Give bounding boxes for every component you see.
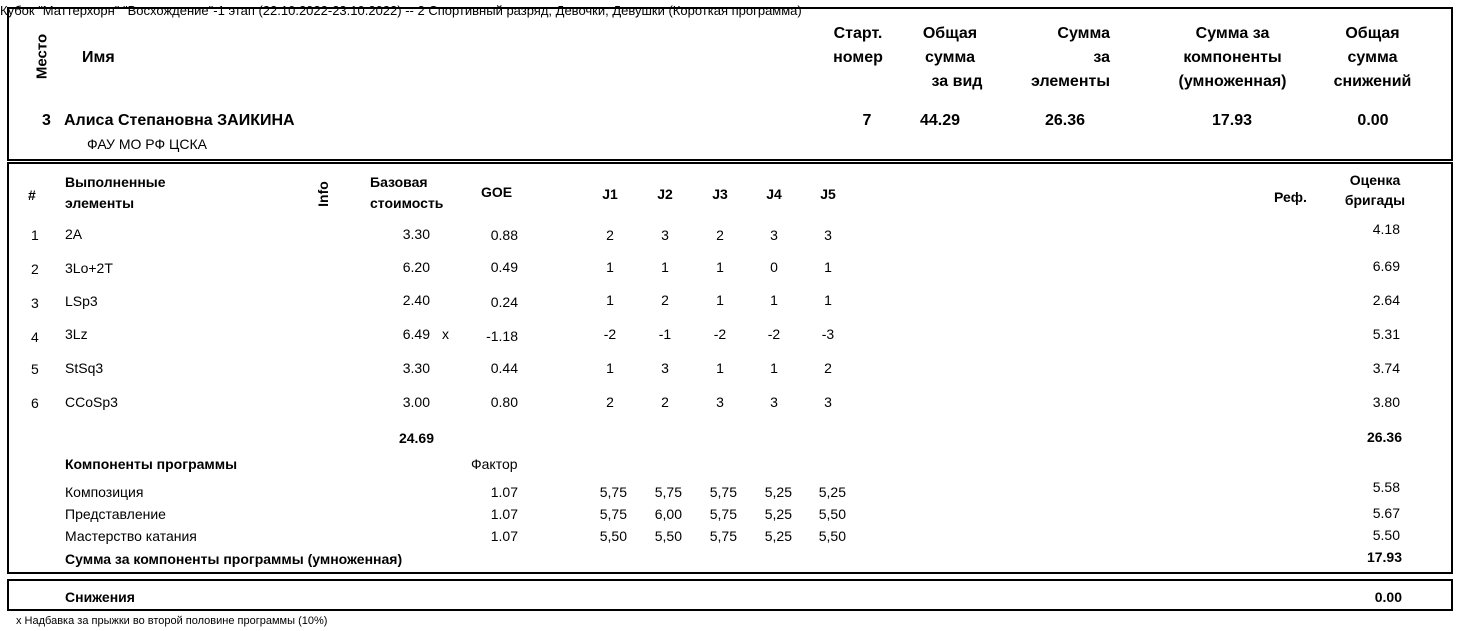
- j3-header: J3: [712, 186, 728, 202]
- name-header: Имя: [82, 49, 115, 66]
- element-j5: 3: [824, 227, 832, 243]
- element-j3: 1: [716, 360, 724, 376]
- element-num: 4: [31, 329, 39, 345]
- element-num: 3: [31, 295, 39, 311]
- element-base: 6.20: [402, 259, 430, 275]
- element-score: 4.18: [1372, 221, 1400, 237]
- component-j1: 5,75: [599, 506, 627, 522]
- num-header: #: [28, 187, 36, 203]
- skater-deductions: 0.00: [1357, 112, 1389, 129]
- j2-header: J2: [657, 186, 673, 202]
- base-header-line1: Базовая: [370, 174, 428, 190]
- element-base: 3.00: [402, 394, 430, 410]
- footnote: x Надбавка за прыжки во второй половине программы (10%): [16, 615, 328, 627]
- component-j1: 5,50: [599, 528, 627, 544]
- component-factor: 1.07: [490, 506, 518, 522]
- component-j5: 5,50: [818, 506, 846, 522]
- component-name: Мастерство катания: [65, 528, 197, 544]
- element-j5: -3: [821, 326, 835, 342]
- element-j2: -1: [658, 326, 672, 342]
- element-j4: 0: [770, 259, 778, 275]
- deductions-box: [7, 579, 1453, 611]
- element-base: 6.49: [402, 326, 430, 342]
- total-score-header: [905, 22, 995, 94]
- goe-header: GOE: [481, 184, 513, 200]
- component-j2: 5,50: [654, 528, 682, 544]
- element-j4: 1: [770, 292, 778, 308]
- skater-start-number: 7: [862, 112, 872, 129]
- component-j3: 5,75: [709, 506, 737, 522]
- components-total: 17.93: [1366, 549, 1402, 565]
- skater-name: Алиса Степановна ЗАИКИНА: [64, 112, 295, 129]
- elements-score-total: 26.36: [1366, 429, 1402, 445]
- component-score: 5.50: [1372, 527, 1400, 543]
- element-j3: 1: [716, 292, 724, 308]
- comp-header-line3: (умноженная): [1178, 73, 1287, 90]
- element-j2: 3: [661, 360, 669, 376]
- component-j2: 6,00: [654, 506, 682, 522]
- element-goe: 0.44: [490, 360, 518, 376]
- page-title: Кубок "Маттерхорн" "Восхождение"-1 этап (22.10.2022-23.10.2022) -- 2 Спортивный разряд, Девочки, Девушки (Короткая программа): [0, 3, 802, 18]
- element-base: 3.30: [402, 226, 430, 242]
- element-name: LSp3: [65, 293, 98, 309]
- elem-header-line3: элементы: [1031, 73, 1110, 90]
- element-goe: 0.24: [490, 294, 518, 310]
- component-score: 5.67: [1372, 505, 1400, 521]
- components-header: Компоненты программы: [65, 456, 238, 472]
- elements-base-total: 24.69: [398, 430, 434, 446]
- elements-header: [65, 172, 166, 214]
- element-goe: 0.80: [490, 394, 518, 410]
- j5-header: J5: [820, 186, 836, 202]
- deductions-total: 0.00: [1374, 589, 1402, 605]
- j1-header: J1: [602, 186, 618, 202]
- element-score: 2.64: [1372, 292, 1400, 308]
- info-header: Info: [315, 181, 331, 207]
- start-header-line1: Старт.: [833, 25, 883, 42]
- ded-header-line3: снижений: [1333, 73, 1412, 90]
- element-goe: 0.88: [490, 227, 518, 243]
- referee-header: Реф.: [1274, 189, 1307, 205]
- element-num: 5: [31, 361, 39, 377]
- element-j3: 1: [716, 259, 724, 275]
- start-number-header: [818, 22, 898, 70]
- elements-score-header: [1010, 22, 1110, 94]
- element-j3: 3: [716, 394, 724, 410]
- place-header: Место: [33, 33, 51, 80]
- element-j1: 1: [606, 292, 614, 308]
- factor-header: Фактор: [471, 456, 518, 472]
- element-j4: -2: [767, 326, 781, 342]
- component-j1: 5,75: [599, 484, 627, 500]
- element-num: 2: [31, 261, 39, 277]
- score-header-line2: бригады: [1344, 192, 1406, 208]
- ded-header-line2: сумма: [1347, 49, 1398, 66]
- element-j4: 3: [770, 394, 778, 410]
- score-header-line1: Оценка: [1349, 172, 1401, 188]
- element-j1: -2: [603, 326, 617, 342]
- deductions-label: Снижения: [65, 589, 135, 605]
- element-base: 3.30: [402, 360, 430, 376]
- element-j5: 1: [824, 259, 832, 275]
- ded-header-line1: Общая: [1345, 25, 1400, 42]
- component-j2: 5,75: [654, 484, 682, 500]
- panel-score-header: [1330, 170, 1420, 210]
- component-factor: 1.07: [490, 528, 518, 544]
- element-j2: 2: [661, 292, 669, 308]
- element-j2: 2: [661, 394, 669, 410]
- component-score: 5.58: [1372, 479, 1400, 495]
- element-j4: 1: [770, 360, 778, 376]
- elem-header-line2: за: [1093, 49, 1110, 66]
- skater-place: 3: [42, 112, 51, 129]
- skater-components-score: 17.93: [1211, 112, 1253, 129]
- element-score: 3.74: [1372, 360, 1400, 376]
- component-factor: 1.07: [490, 484, 518, 500]
- element-j2: 1: [661, 259, 669, 275]
- j4-header: J4: [766, 186, 782, 202]
- element-num: 6: [31, 395, 39, 411]
- component-j4: 5,25: [764, 528, 792, 544]
- element-name: 3Lo+2T: [65, 260, 113, 276]
- element-j1: 1: [606, 360, 614, 376]
- element-j5: 2: [824, 360, 832, 376]
- element-name: 3Lz: [65, 326, 88, 342]
- element-num: 1: [31, 227, 39, 243]
- element-base: 2.40: [402, 292, 430, 308]
- component-j4: 5,25: [764, 506, 792, 522]
- element-j5: 1: [824, 292, 832, 308]
- element-j1: 2: [606, 227, 614, 243]
- skater-total: 44.29: [919, 112, 961, 129]
- component-name: Композиция: [65, 484, 144, 500]
- comp-header-line1: Сумма за: [1195, 25, 1270, 42]
- component-j4: 5,25: [764, 484, 792, 500]
- element-name: StSq3: [65, 360, 104, 376]
- bonus-mark: x: [442, 326, 449, 342]
- base-value-header: [370, 172, 443, 214]
- skater-club: ФАУ МО РФ ЦСКА: [87, 136, 207, 152]
- components-score-header: [1150, 22, 1315, 94]
- element-name: 2A: [65, 226, 83, 242]
- element-name: CCoSp3: [65, 394, 118, 410]
- element-j2: 3: [661, 227, 669, 243]
- component-j5: 5,25: [818, 484, 846, 500]
- total-header-line2: сумма: [925, 49, 975, 66]
- start-header-line2: номер: [833, 49, 883, 66]
- total-header-line3: за вид: [931, 73, 983, 90]
- element-goe: -1.18: [486, 328, 518, 344]
- base-header-line2: стоимость: [370, 195, 444, 211]
- element-j3: -2: [713, 326, 727, 342]
- element-score: 6.69: [1372, 258, 1400, 274]
- element-score: 5.31: [1372, 326, 1400, 342]
- element-j1: 1: [606, 259, 614, 275]
- element-j3: 2: [716, 227, 724, 243]
- comp-header-line2: компоненты: [1183, 49, 1282, 66]
- component-j5: 5,50: [818, 528, 846, 544]
- total-header-line1: Общая: [922, 25, 978, 42]
- element-j5: 3: [824, 394, 832, 410]
- skater-elements-score: 26.36: [1044, 112, 1086, 129]
- elem-header-line1: Сумма: [1057, 25, 1110, 42]
- component-name: Представление: [65, 506, 166, 522]
- deductions-header: [1320, 22, 1425, 94]
- elements-header-line2: элементы: [65, 195, 135, 211]
- element-j4: 3: [770, 227, 778, 243]
- component-j3: 5,75: [709, 484, 737, 500]
- element-score: 3.80: [1372, 394, 1400, 410]
- elements-header-line1: Выполненные: [65, 174, 166, 190]
- element-goe: 0.49: [490, 259, 518, 275]
- element-j1: 2: [606, 394, 614, 410]
- components-total-label: Сумма за компоненты программы (умноженная): [65, 551, 403, 567]
- component-j3: 5,75: [709, 528, 737, 544]
